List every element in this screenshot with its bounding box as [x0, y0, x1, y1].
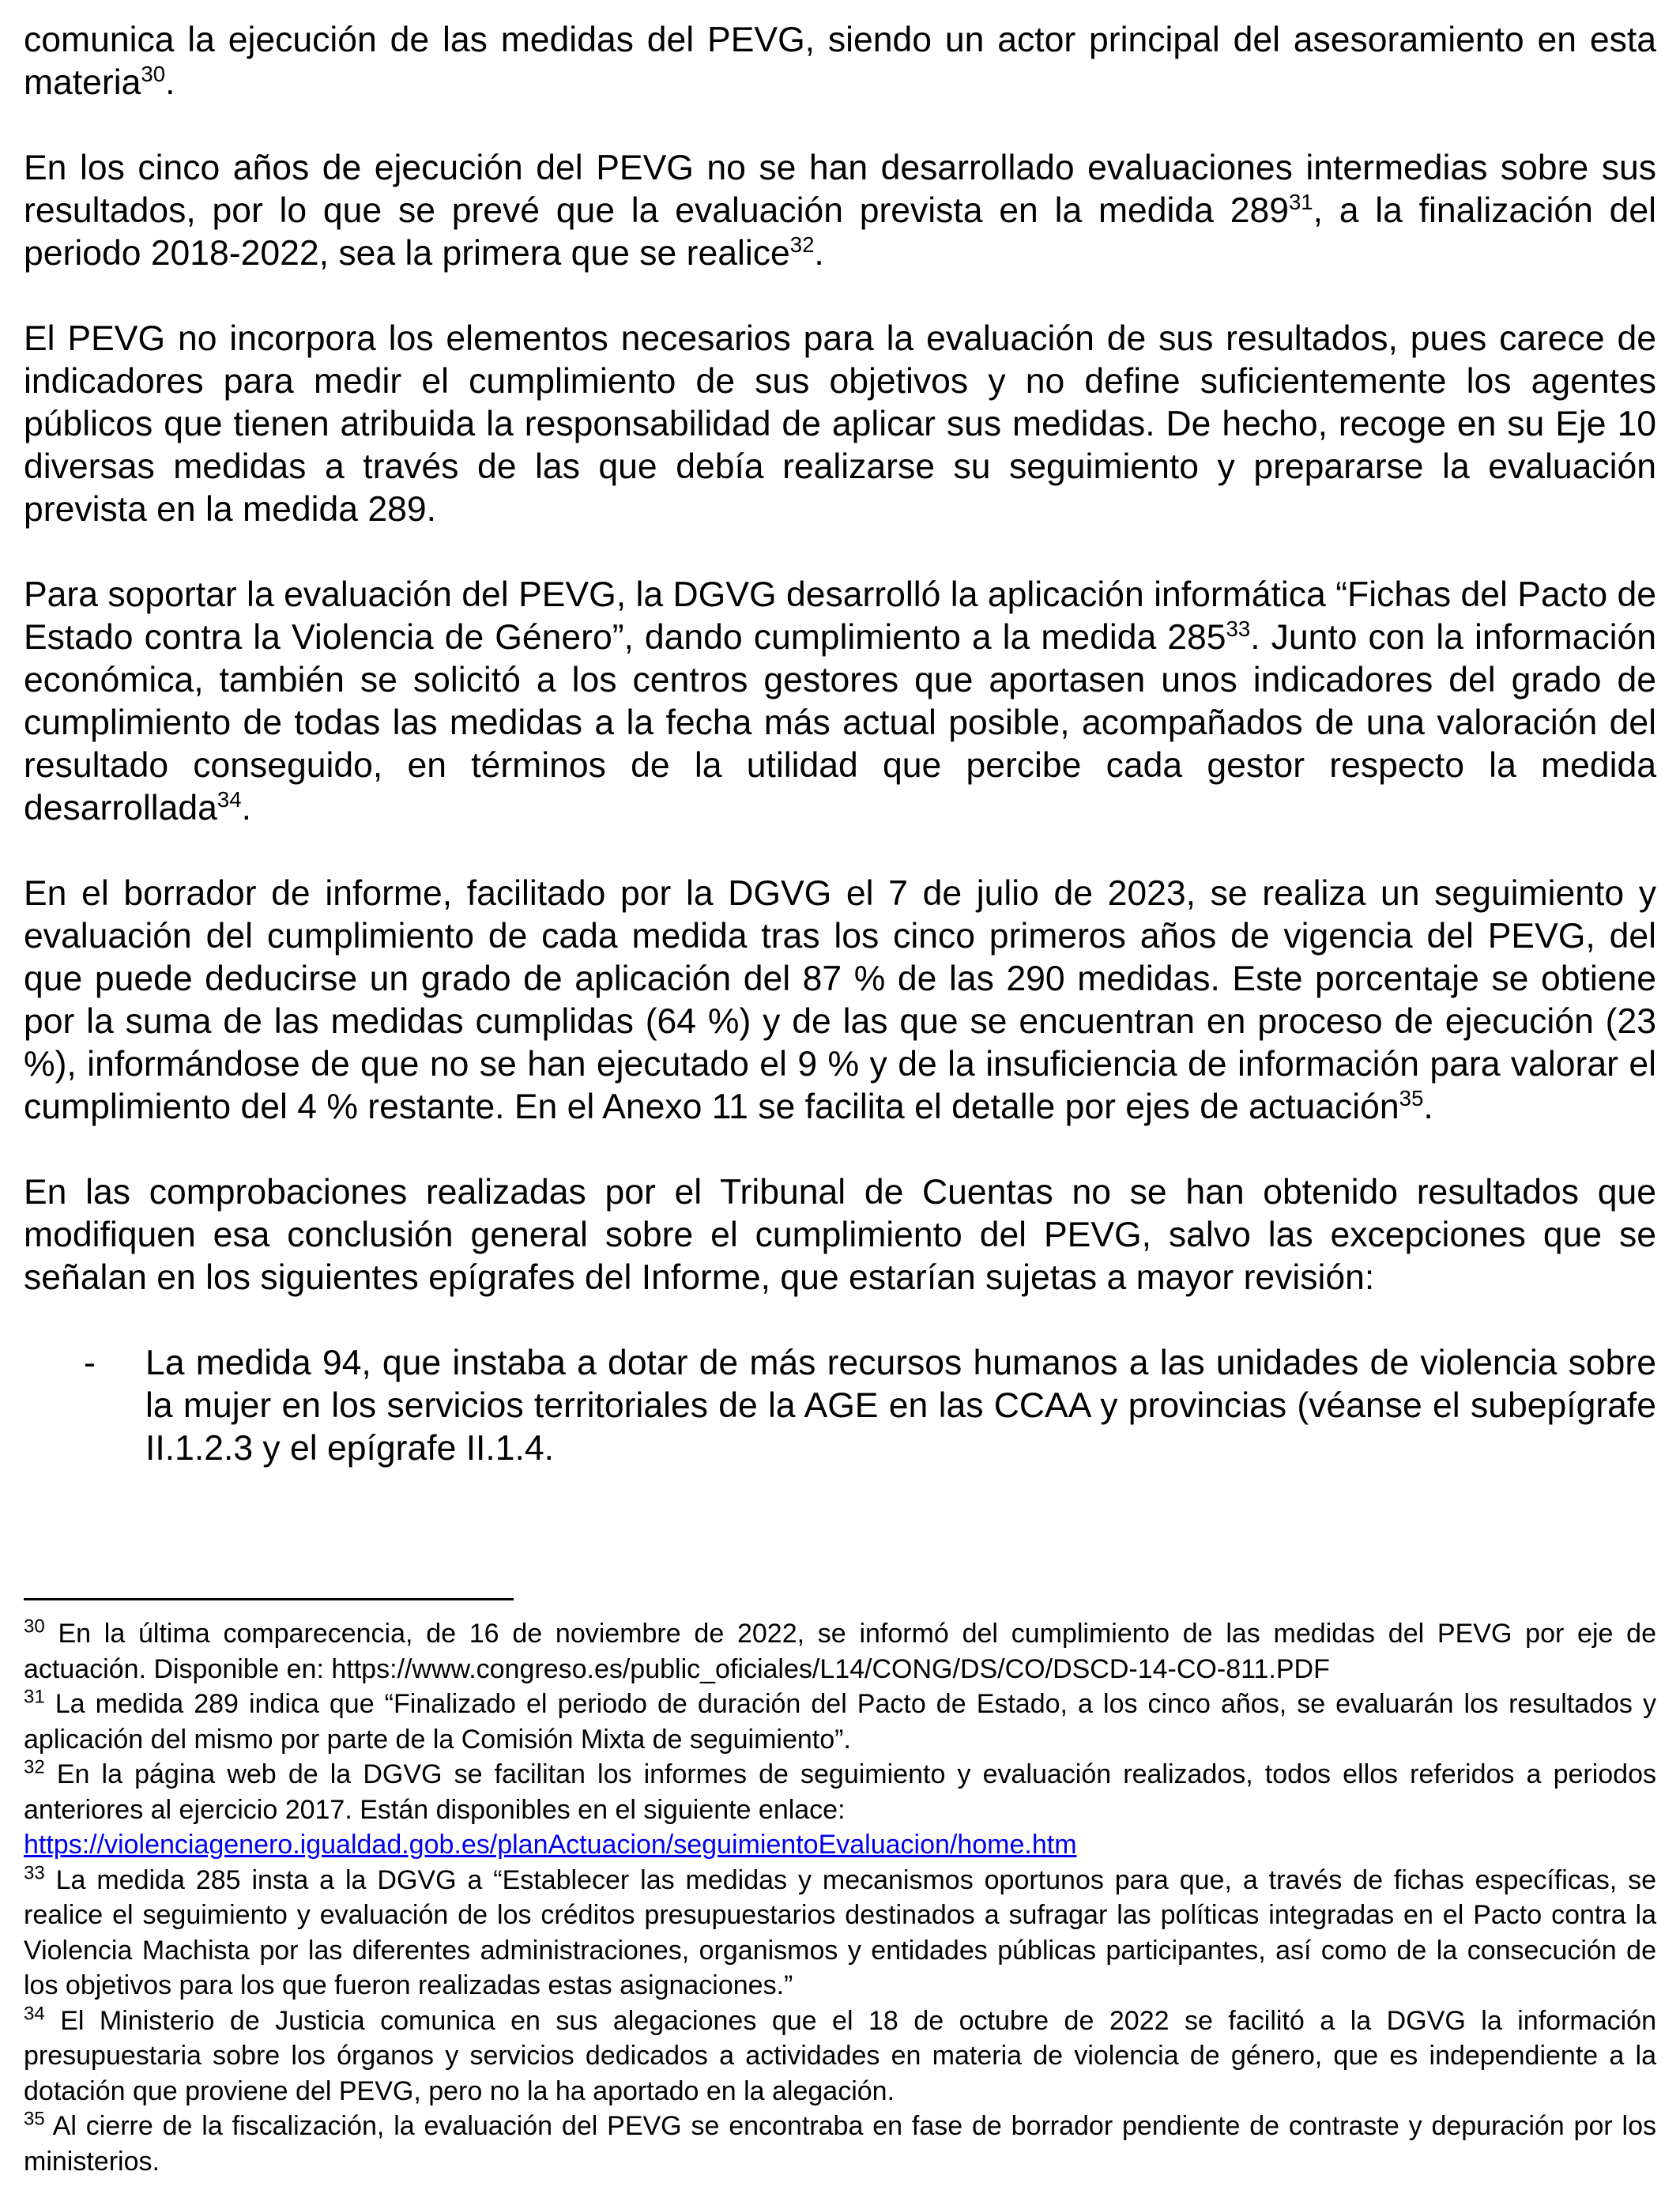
footnote-text: La medida 289 indica que “Finalizado el periodo de duración del Pacto de Estado, a los cinco años, se evaluarán los resultados y aplicación del mismo por parte de la Comisión Mixta de seguimiento”. [24, 1689, 1656, 1755]
footnote-33 [24, 1863, 1656, 2004]
footnote-text: En la página web de la DGVG se facilitan los informes de seguimiento y evaluación realizados, todos ellos referidos a periodos anteriores al ejercicio 2017. Están disponibles en el siguiente enlace: [24, 1759, 1656, 1825]
paragraph-6: En las comprobaciones realizadas por el Tribunal de Cuentas no se han obtenido resultados que modifiquen esa conclusión general sobre el cumplimiento del PEVG, salvo las excepciones que se señalan en los siguientes epígrafes del Informe, que estarían sujetas a mayor revisión: [24, 1173, 1656, 1297]
bullet-marker: - [84, 1344, 96, 1382]
footnote-text: La medida 285 insta a la DGVG a “Establecer las medidas y mecanismos oportunos para que, a través de fichas específicas, se realice el seguimiento y evaluación de los créditos presupuestarios destinados a sufragar las políticas integradas en el Pacto contra la Violencia Machista por las diferentes administraciones, organismos y entidades públicas participantes, así como de la consecución de los objetivos para los que fueron realizadas estas asignaciones.” [24, 1864, 1656, 2000]
paragraph-4: Para soportar la evaluación del PEVG, la DGVG desarrolló la aplicación informática “Fichas del Pacto de Estado contra la Violencia de Género”, dando cumplimiento a la medida $285^{33}$. Junto con la información económica, también se solicitó a los centros gestores que aportasen unos indicadores del grado de cumplimiento de todas las medidas a la fecha más actual posible, acompañados de una valoración del resultado conseguido, en términos de la utilidad que percibe cada gestor respecto la medida desarrollada$^{34}$. [24, 575, 1656, 827]
footnote-31 [24, 1687, 1656, 1757]
footnote-text: En la última comparecencia, de 16 de noviembre de 2022, se informó del cumplimiento de las medidas del PEVG por eje de actuación. Disponible en: https://www.congreso.es/public_oficiales/L14/CONG/DS/CO/DSCD-14-CO-811.PDF [24, 1619, 1656, 1684]
footnote-ref-31[interactable]: 31 [1288, 190, 1313, 215]
footnote-ref-35[interactable]: 35 [1399, 1086, 1424, 1111]
footnote-number: 35 [24, 2108, 45, 2130]
footnote-35 [24, 2109, 1656, 2179]
footnote-link[interactable]: https://violenciagenero.igualdad.gob.es/planActuacion/seguimientoEvaluacion/home.htm [24, 1830, 1077, 1860]
document-body [24, 19, 1656, 1470]
footnote-number: 34 [24, 2003, 45, 2025]
footnote-ref-32[interactable]: 32 [789, 232, 815, 258]
paragraph-2: En los cinco años de ejecución del PEVG no se han desarrollado evaluaciones intermedias sobre sus resultados, por lo que se prevé que la evaluación prevista en la medida $289^{31}$, a la finalización del periodo 2018-2022, sea la primera que se realice$^{32}$. [24, 149, 1656, 273]
paragraph-1: comunica la ejecución de las medidas del PEVG, siendo un actor principal del asesoramiento en esta materia$^{30}$. [24, 21, 1656, 102]
footnote-number: 32 [24, 1756, 45, 1778]
footnote-number: 33 [24, 1862, 45, 1884]
footnote-34 [24, 2004, 1656, 2109]
paragraph-3: El PEVG no incorpora los elementos necesarios para la evaluación de sus resultados, pues carece de indicadores para medir el cumplimiento de sus objetivos y no define suficientemente los agentes públicos que tienen atribuida la responsabilidad de aplicar sus medidas. De hecho, recoge en su Eje 10 diversas medidas a través de las que debía realizarse su seguimiento y prepararse la evaluación prevista en la medida 289. [24, 319, 1656, 529]
footnote-separator [24, 1598, 514, 1600]
paragraph-5: En el borrador de informe, facilitado por la DGVG el 7 de julio de 2023, se realiza un seguimiento y evaluación del cumplimiento de cada medida tras los cinco primeros años de vigencia del PEVG, del que puede deducirse un grado de aplicación del 87 % de las 290 medidas. Este porcentaje se obtiene por la suma de las medidas cumplidas (64 %) y de las que se encuentran en proceso de ejecución (23 %), informándose de que no se han ejecutado el 9 % y de la insuficiencia de información para valorar el cumplimiento del 4 % restante. En el Anexo 11 se facilita el detalle por ejes de actuación$^{35}$. [24, 874, 1656, 1126]
footnote-text: El Ministerio de Justicia comunica en sus alegaciones que el 18 de octubre de 2022 se facilitó a la DGVG la información presupuestaria sobre los órganos y servicios dedicados a actividades en materia de violencia de género, que es independiente a la dotación que proviene del PEVG, pero no la ha aportado en la alegación. [24, 2005, 1656, 2106]
footnote-ref-30[interactable]: 30 [141, 62, 166, 87]
footnote-number: 30 [24, 1615, 45, 1638]
bullet-item [24, 1342, 1656, 1470]
bullet-text: La medida 94, que instaba a dotar de más recursos humanos a las unidades de violencia sobre la mujer en los servicios territoriales de la AGE en las CCAA y provincias (véanse el subepígrafe II.1.2.3 y el epígrafe II.1.4. [145, 1344, 1656, 1468]
footnote-30 [24, 1616, 1656, 1687]
footnote-ref-33[interactable]: 33 [1226, 616, 1251, 642]
footnote-text: Al cierre de la fiscalización, la evaluación del PEVG se encontraba en fase de borrador pendiente de contraste y depuración por los ministerios. [24, 2111, 1656, 2177]
footnote-ref-34[interactable]: 34 [217, 787, 242, 812]
footnotes-section [24, 1598, 1656, 2179]
footnote-number: 31 [24, 1686, 45, 1708]
footnote-32 [24, 1757, 1656, 1863]
